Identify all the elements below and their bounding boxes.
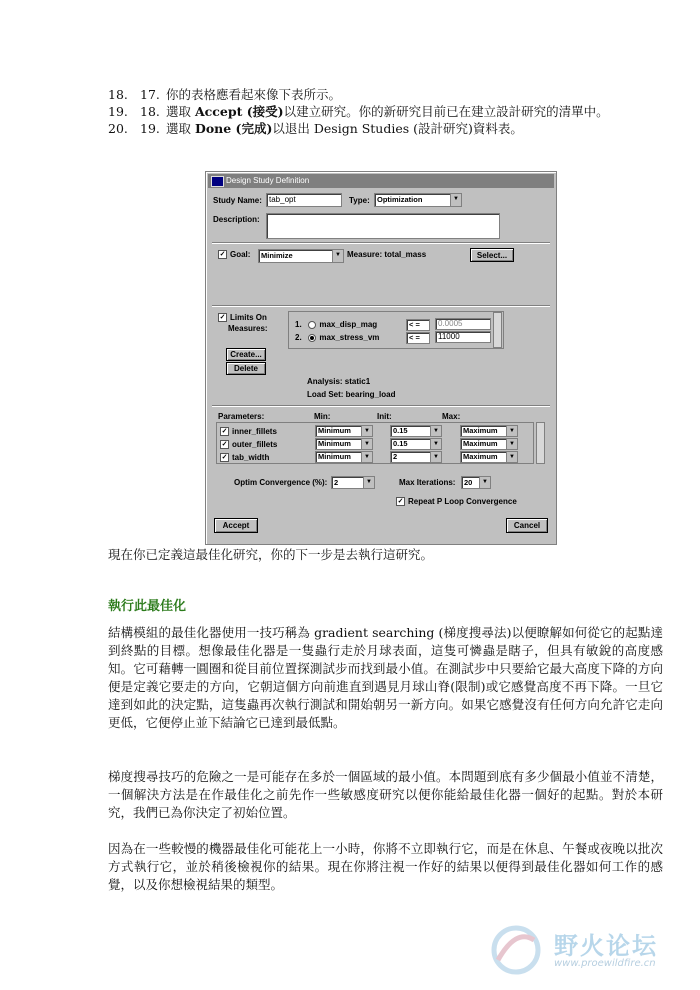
- param-1-init[interactable]: 0.15 ▼: [390, 425, 442, 437]
- limit-1-operator[interactable]: < =: [406, 319, 430, 331]
- param-2-min[interactable]: Minimum ▼: [315, 438, 373, 450]
- chevron-down-icon: ▼: [430, 439, 441, 449]
- watermark: [488, 920, 688, 980]
- param-3-min[interactable]: Minimum ▼: [315, 451, 373, 463]
- select-button[interactable]: Select...: [470, 248, 514, 262]
- window-menu-icon[interactable]: [211, 176, 224, 187]
- chevron-down-icon: ▼: [361, 452, 372, 462]
- limit-1-value[interactable]: 0.0005: [435, 318, 491, 330]
- caption: 現在你已定義這最佳化研究，你的下一步是去執行這研究。: [108, 547, 434, 562]
- param-row-3[interactable]: ✓ tab_width: [221, 453, 270, 462]
- section-heading: 執行此最佳化: [108, 599, 187, 614]
- param-2-max[interactable]: Maximum ▼: [460, 438, 518, 450]
- limit-2-value[interactable]: 11000: [435, 331, 491, 343]
- limits-list: [288, 311, 504, 349]
- checkbox-icon: ✓: [397, 498, 404, 506]
- study-name-label: Study Name:: [213, 196, 262, 205]
- max-iterations-select[interactable]: 20 ▼: [461, 476, 491, 489]
- min-header: Min:: [314, 412, 331, 421]
- limits-checkbox[interactable]: ✓ Limits On: [219, 313, 267, 322]
- chevron-down-icon: ▼: [506, 439, 517, 449]
- step-17: 18. 17. 你的表格應看起來像下表所示。: [108, 87, 342, 102]
- chevron-down-icon: ▼: [479, 477, 490, 488]
- checkbox-icon: ✓: [221, 441, 228, 449]
- radio-icon: [308, 321, 316, 329]
- param-3-init[interactable]: 2 ▼: [390, 451, 442, 463]
- max-header: Max:: [442, 412, 461, 421]
- max-iterations-label: Max Iterations:: [399, 478, 456, 487]
- goal-checkbox[interactable]: ✓ Goal:: [219, 250, 251, 259]
- accept-button[interactable]: Accept: [214, 518, 258, 533]
- param-1-min[interactable]: Minimum ▼: [315, 425, 373, 437]
- param-1-max[interactable]: Maximum ▼: [460, 425, 518, 437]
- step-18: 19. 18. 選取 Accept (接受)以建立研究。你的新研究目前已在建立設計研究的清單中。: [108, 104, 609, 119]
- param-row-2[interactable]: ✓ outer_fillets: [221, 440, 278, 449]
- study-name-input[interactable]: tab_opt: [266, 193, 342, 207]
- paragraph-3: 因為在一些較慢的機器最佳化可能花上一小時，你將不立即執行它，而是在休息、午餐或夜晚以批次方式執行它，並於稍後檢視你的結果。現在你將注視一作好的結果以便得到最佳化器如何工作的感覺，以及你想檢視結果的類型。: [108, 841, 663, 892]
- chevron-down-icon: ▼: [506, 426, 517, 436]
- param-row-1[interactable]: ✓ inner_fillets: [221, 427, 277, 436]
- measures-label: Measures:: [228, 324, 268, 333]
- checkbox-icon: ✓: [221, 428, 228, 436]
- parameters-scrollbar[interactable]: [536, 422, 545, 464]
- chevron-down-icon: ▼: [430, 426, 441, 436]
- description-label: Description:: [213, 215, 260, 224]
- cancel-button[interactable]: Cancel: [506, 518, 548, 533]
- separator: [212, 242, 550, 244]
- step-19: 20. 19. 選取 Done (完成)以退出 Design Studies (設計研究)資料表。: [108, 121, 523, 136]
- chevron-down-icon: ▼: [361, 439, 372, 449]
- paragraph-1: 結構模組的最佳化器使用一技巧稱為 gradient searching (梯度搜尋法)以便瞭解如何從它的起點達到終點的目標。想像最佳化器是一隻蟲行走於月球表面，這隻可憐蟲是瞎子，但具有敏銳的高度感知。它可藉轉一圓圈和從目前位置探測試步而找到最小值。在測試步中只要給它最大高度下降的方向便是定義它要走的方向，它朝這個方向前進直到遇見月球山脊(限制)或它感覺高度不再下降。一旦它達到如此的決定點，這隻蟲再次執行測試和開始朝另一新方向。如果它感覺沒有任何方向允許它走向更低，它便停止並下結論它已達到最低點。: [108, 625, 663, 730]
- create-button[interactable]: Create...: [226, 348, 266, 361]
- limit-row-2[interactable]: 2. max_stress_vm: [295, 333, 380, 342]
- analysis-text: Analysis: static1: [307, 377, 371, 386]
- checkbox-icon: ✓: [219, 314, 226, 322]
- design-study-dialog: [205, 171, 557, 545]
- radio-selected-icon: [308, 334, 316, 342]
- type-select[interactable]: Optimization ▼: [374, 193, 462, 207]
- init-header: Init:: [377, 412, 392, 421]
- convergence-select[interactable]: 2 ▼: [331, 476, 375, 489]
- chevron-down-icon: ▼: [332, 250, 343, 262]
- param-3-max[interactable]: Maximum ▼: [460, 451, 518, 463]
- loadset-text: Load Set: bearing_load: [307, 390, 396, 399]
- convergence-label: Optim Convergence (%):: [234, 478, 328, 487]
- checkbox-icon: ✓: [219, 251, 226, 259]
- separator: [212, 405, 550, 407]
- limits-scrollbar[interactable]: [493, 312, 502, 348]
- chevron-down-icon: ▼: [506, 452, 517, 462]
- param-2-init[interactable]: 0.15 ▼: [390, 438, 442, 450]
- chevron-down-icon: ▼: [430, 452, 441, 462]
- chevron-down-icon: ▼: [450, 194, 461, 206]
- chevron-down-icon: ▼: [361, 426, 372, 436]
- limit-row-1[interactable]: 1. max_disp_mag: [295, 320, 378, 329]
- measure-label: Measure: total_mass: [347, 250, 427, 259]
- watermark-logo-icon: [488, 920, 544, 976]
- checkbox-icon: ✓: [221, 454, 228, 462]
- limit-2-operator[interactable]: < =: [406, 332, 430, 344]
- watermark-name: 野火论坛: [554, 932, 658, 960]
- watermark-url: www.proewildfire.cn: [554, 958, 656, 969]
- type-label: Type:: [349, 196, 370, 205]
- description-input[interactable]: [266, 213, 500, 239]
- dialog-titlebar: Design Study Definition: [208, 174, 554, 188]
- chevron-down-icon: ▼: [363, 477, 374, 488]
- repeat-checkbox[interactable]: ✓ Repeat P Loop Convergence: [397, 497, 517, 506]
- goal-select[interactable]: Minimize ▼: [258, 249, 344, 263]
- delete-button[interactable]: Delete: [226, 362, 266, 375]
- parameters-header: Parameters:: [218, 412, 265, 421]
- paragraph-2: 梯度搜尋技巧的危險之一是可能存在多於一個區域的最小值。本問題到底有多少個最小值並不清楚，一個解決方法是在作最佳化之前先作一些敏感度研究以便你能給最佳化器一個好的起點。對於本研究，我們已為你決定了初始位置。: [108, 769, 663, 820]
- separator: [212, 305, 550, 307]
